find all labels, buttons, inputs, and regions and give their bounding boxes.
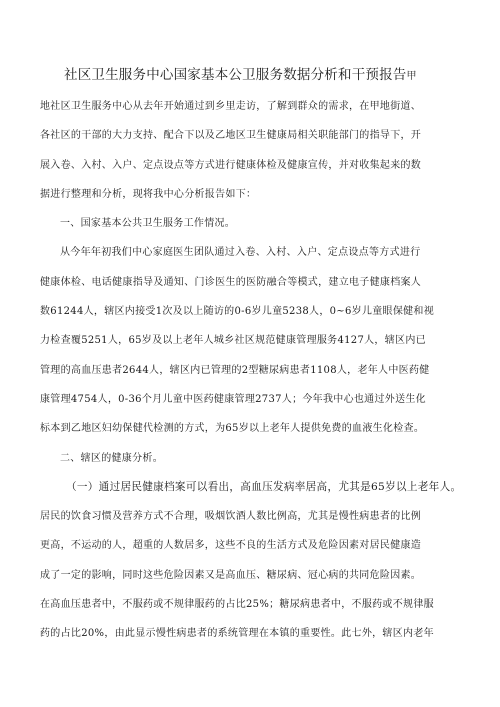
section-heading-1: 一、国家基本公共卫生服务工作情况。 (60, 218, 236, 230)
title-tail: 甲 (406, 71, 417, 82)
paragraph-line: 康管理4754人，0-36个月儿童中医药健康管理2737人；今年我中心也通过外送生化 (40, 393, 426, 405)
paragraph-line: 力检查覆5251人，65岁及以上老年人城乡社区规范健康管理服务4127人，辖区内已 (40, 335, 426, 347)
paragraph-line: 据进行整理和分析，现将我中心分析报告如下： (40, 188, 257, 200)
section-heading-2: 二、辖区的健康分析。 (60, 452, 163, 464)
paragraph-line: 成了一定的影响，同时这些危险因素又是高血压、糖尿病、冠心病的共同危险因素。 (40, 569, 422, 581)
paragraph-line: 健康体检、电话健康指导及通知、门诊医生的医防融合等模式，建立电子健康档案人 (40, 276, 422, 288)
paragraph-line: 标本到乙地区妇幼保健代检测的方式，为65岁以上老年人提供免费的血液生化检查。 (40, 423, 425, 435)
paragraph-line: 药的占比20%，由此显示慢性病患者的系统管理在本镇的重要性。此七外，辖区内老年 (40, 628, 434, 640)
document-title (64, 60, 452, 92)
paragraph-line: 管理的高血压患者2644人，辖区内已管理的2型糖尿病患者1108人，老年人中医药健 (40, 364, 430, 376)
paragraph-line: 数61244人，辖区内接受1次及以上随访的0-6岁儿童5238人，0~6岁儿童眼保健和视 (40, 306, 435, 318)
paragraph-line: 展入卷、入村、入户、定点设点等方式进行健康体检及健康宣传，并对收集起来的数 (40, 159, 422, 171)
paragraph-line: 居民的饮食习惯及营养方式不合理，吸烟饮酒人数比例高，尤其是慢性病患者的比例 (40, 511, 422, 523)
paragraph-line: 更高，不运动的人，超重的人数居多，这些不良的生活方式及危险因素对居民健康造 (40, 540, 422, 552)
title-text: 社区卫生服务中心国家基本公卫服务数据分析和干预报告 (64, 67, 407, 83)
paragraph-line: （一）通过居民健康档案可以看出，高血压发病率居高，尤其是65岁以上老年人。 (66, 480, 462, 493)
paragraph-line: 各社区的干部的大力支持、配合下以及乙地区卫生健康局相关职能部门的指导下，开 (40, 130, 422, 142)
paragraph-line: 在高血压患者中，不服药或不规律服药的占比25%；糖尿病患者中，不服药或不规律服 (40, 599, 434, 611)
paragraph-line: 地社区卫生服务中心从去年开始通过到乡里走访，了解到群众的需求，在甲地街道、 (40, 101, 422, 112)
paragraph-line: 从今年年初我们中心家庭医生团队通过入卷、入村、入户、定点设点等方式进行 (60, 247, 421, 259)
